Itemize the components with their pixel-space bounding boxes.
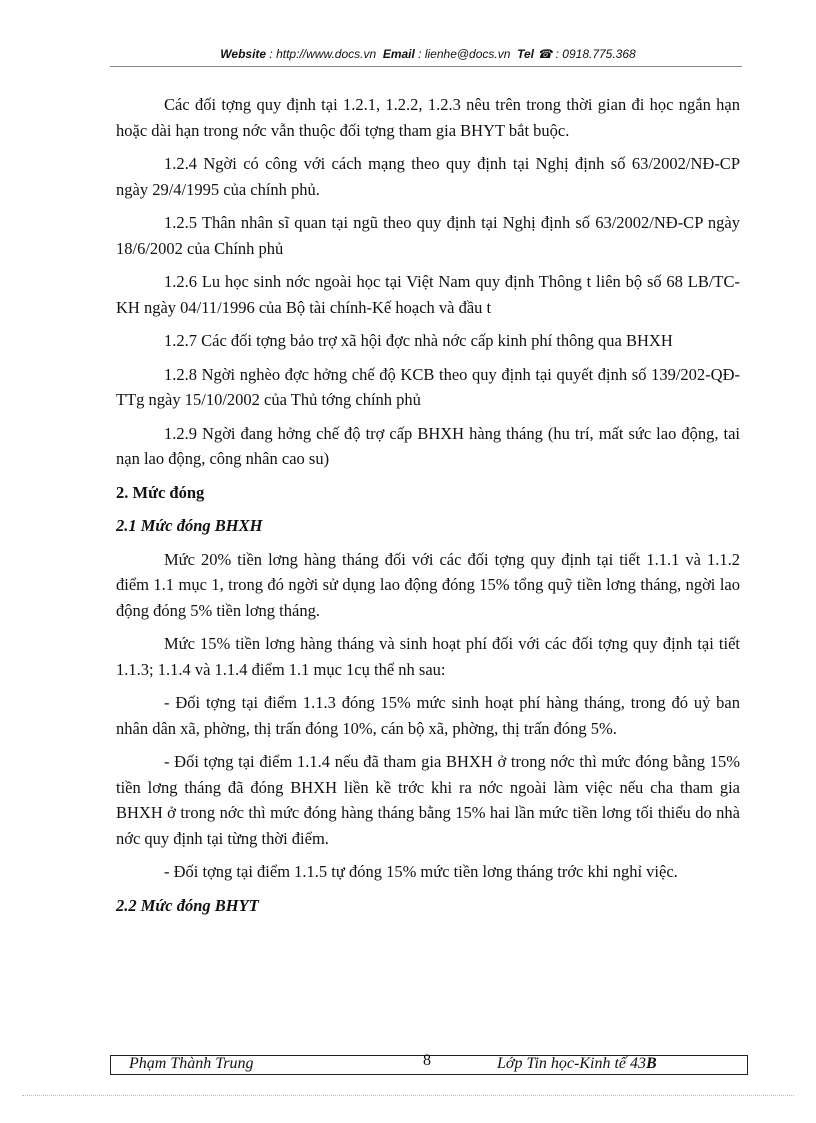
paragraph: - Đối tợng tại điểm 1.1.5 tự đóng 15% mức tiền lơng tháng trớc khi nghỉ việc.	[164, 862, 678, 881]
paragraph: 1.2.5 Thân nhân sĩ quan tại ngũ theo quy định tại Nghị định số 63/2002/NĐ-CP ngày 18/6/2002 của Chính phủ	[116, 213, 740, 258]
paragraph: - Đối tợng tại điểm 1.1.4 nếu đã tham gia BHXH ở trong nớc thì mức đóng bằng 15% tiền lơng tháng đã đóng BHXH liền kề trớc khi ra nớc ngoài làm việc nếu cha tham gia BHXH ở trong nớc thì mức đóng hàng tháng bằng 15% hai lần mức tiền lơng tối thiểu do nhà nớc quy định tại từng thời điểm.	[116, 752, 740, 848]
page-number: 8	[423, 1052, 431, 1069]
paragraph: 1.2.4 Ngời có công với cách mạng theo quy định tại Nghị định số 63/2002/NĐ-CP ngày 29/4/1995 của chính phủ.	[116, 154, 740, 199]
paragraph: - Đối tợng tại điểm 1.1.3 đóng 15% mức sinh hoạt phí hàng tháng, trong đó uỷ ban nhân dân xã, phờng, thị trấn đóng 10%, cán bộ xã, phờng, thị trấn đóng 5%.	[116, 693, 740, 738]
paragraph: 1.2.7 Các đối tợng bảo trợ xã hội đợc nhà nớc cấp kinh phí thông qua BHXH	[164, 331, 673, 350]
email-value: : lienhe@docs.vn	[418, 47, 511, 61]
footer-class-label: Lớp Tin học-Kinh tế 43	[497, 1055, 646, 1072]
tel-label: Tel	[517, 47, 534, 61]
section-heading: 2. Mức đóng	[116, 482, 205, 502]
paragraph: Các đối tợng quy định tại 1.2.1, 1.2.2, 1.2.3 nêu trên trong thời gian đi học ngắn hạn hoặc dài hạn trong nớc vẫn thuộc đối tợng tham gia BHYT bắt buộc.	[116, 95, 740, 140]
paragraph: Mức 20% tiền lơng hàng tháng đối với các đối tợng quy định tại tiết 1.1.1 và 1.1.2 điểm 1.1 mục 1, trong đó ngời sử dụng lao động đóng 15% tổng quỹ tiền lơng tháng, ngời lao động đóng 5% tiền lơng tháng.	[116, 549, 740, 620]
email-label: Email	[382, 47, 415, 61]
phone-icon: ☎	[537, 47, 553, 61]
footer-author: Phạm Thành Trung	[129, 1055, 254, 1072]
tel-value: : 0918.775.368	[555, 47, 636, 61]
document-body	[116, 92, 740, 926]
website-value: : http://www.docs.vn	[269, 47, 377, 61]
footer-class-suffix: B	[646, 1055, 657, 1072]
page-footer	[110, 1052, 748, 1075]
page-header	[110, 47, 746, 61]
paragraph: 1.2.6 Lu học sinh nớc ngoài học tại Việt Nam quy định Thông t liên bộ số 68 LB/TC-KH ngày 04/11/1996 của Bộ tài chính-Kế hoạch và đầu t	[116, 272, 740, 317]
header-divider	[110, 66, 742, 67]
page-edge-divider	[22, 1095, 794, 1096]
subsection-heading: 2.2 Mức đóng BHYT	[116, 895, 259, 915]
footer-class	[497, 1055, 657, 1073]
paragraph: 1.2.8 Ngời nghèo đợc hởng chế độ KCB theo quy định tại quyết định số 139/202-QĐ-TTg ngày 15/10/2002 của Thủ tớng chính phủ	[116, 364, 740, 409]
subsection-heading: 2.1 Mức đóng BHXH	[116, 516, 263, 535]
website-label: Website	[220, 47, 267, 61]
paragraph: 1.2.9 Ngời đang hởng chế độ trợ cấp BHXH hàng tháng (hu trí, mất sức lao động, tai nạn lao động, công nhân cao su)	[116, 423, 740, 468]
paragraph: Mức 15% tiền lơng hàng tháng và sinh hoạt phí đối với các đối tợng quy định tại tiết 1.1.3; 1.1.4 và 1.1.4 điểm 1.1 mục 1cụ thể nh sau:	[116, 634, 740, 679]
